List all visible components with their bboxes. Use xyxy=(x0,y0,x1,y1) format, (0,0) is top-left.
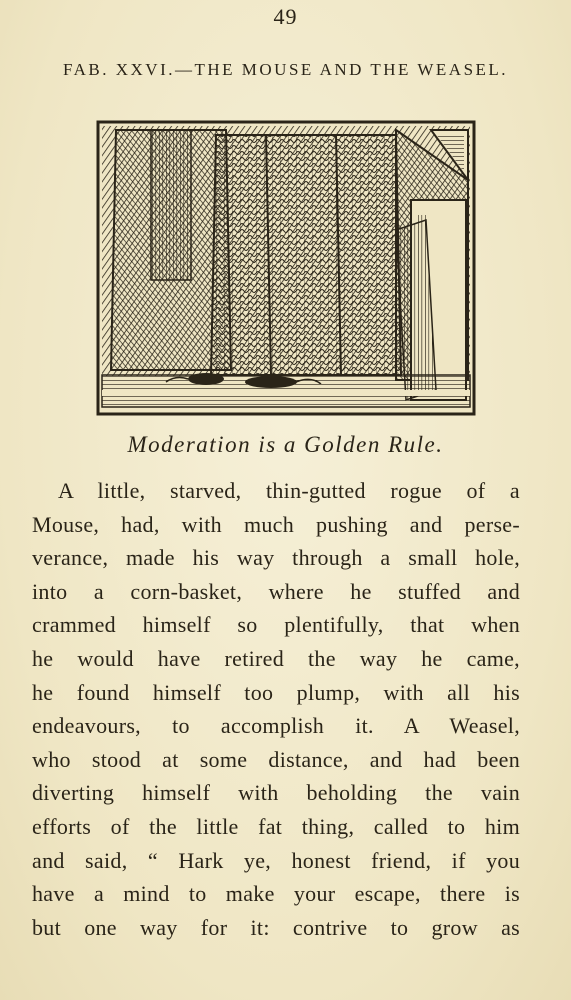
body-line: and said, “ Hark ye, honest friend, if you xyxy=(32,847,520,873)
body-line: crammed himself so plentifully, that when xyxy=(32,612,520,638)
body-line: who stood at some distance, and had been xyxy=(32,746,520,772)
body-line: into a corn-basket, where he stuffed and xyxy=(32,578,520,604)
fable-body xyxy=(32,474,520,944)
body-line: verance, made his way through a small hole, xyxy=(32,545,520,571)
body-line: diverting himself with beholding the vain xyxy=(32,780,520,806)
page-number: 49 xyxy=(273,4,298,29)
body-line: efforts of the little fat thing, called to him xyxy=(32,813,520,839)
fable-title: FAB. XXVI.—THE MOUSE AND THE WEASEL. xyxy=(62,60,509,79)
body-line: Mouse, had, with much pushing and perse- xyxy=(32,511,520,537)
body-line: he found himself too plump, with all his xyxy=(32,679,520,705)
body-line: he would have retired the way he came, xyxy=(32,645,520,671)
woodcut-illustration-icon xyxy=(96,120,476,416)
motto: Moderation is a Golden Rule. xyxy=(127,432,444,457)
body-line: have a mind to make your escape, there is xyxy=(32,881,520,907)
body-line: but one way for it: contrive to grow as xyxy=(32,914,520,940)
body-line: A little, starved, thin-gutted rogue of a xyxy=(58,478,520,503)
body-line: endeavours, to accomplish it. A Weasel, xyxy=(32,713,520,739)
